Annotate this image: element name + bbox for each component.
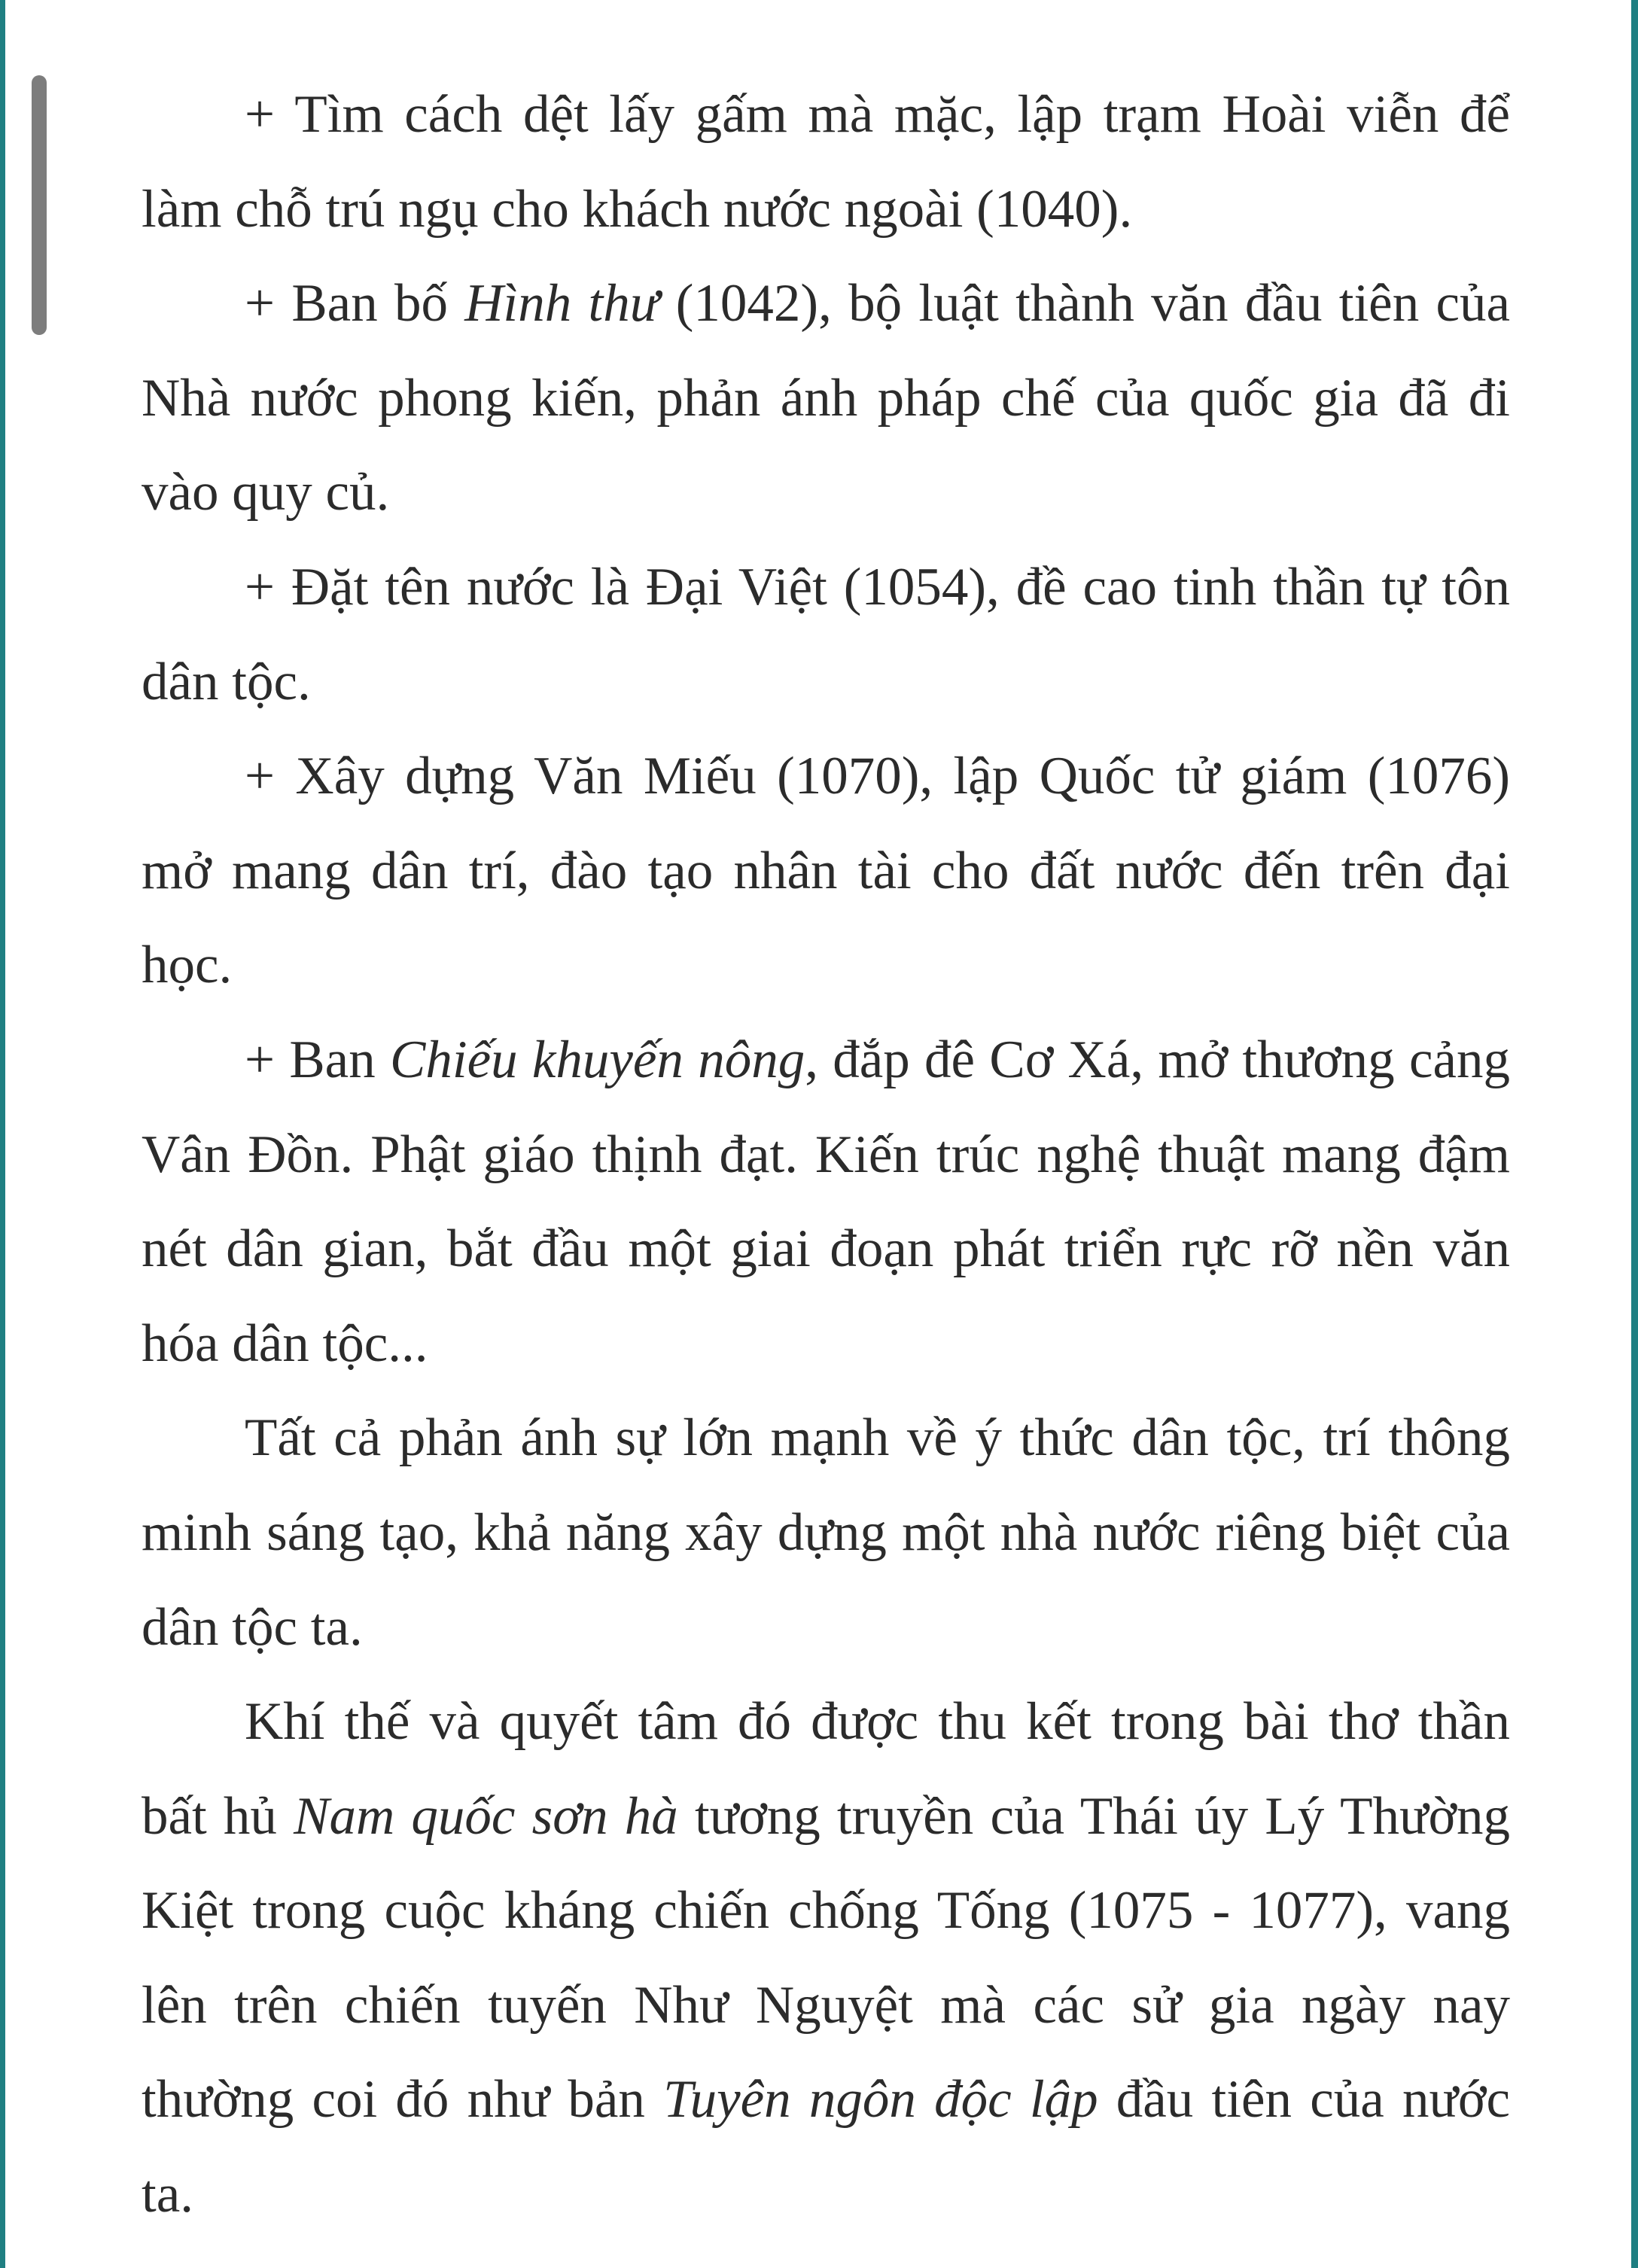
paragraph-3 <box>142 540 1510 729</box>
paragraph-5-text-b: , đắp đê Cơ Xá, mở thương cảng Vân Đồn. Phật giáo thịnh đạt. Kiến trúc nghệ thuật mang đậm nét dân gian, bắt đầu một giai đoạn phát triển rực rỡ nền văn hóa dân tộc... <box>142 1030 1510 1373</box>
paragraph-7 <box>142 1675 1510 2242</box>
paragraph-2-text-b: (1042), bộ luật thành văn đầu tiên của Nhà nước phong kiến, phản ánh pháp chế của quốc gia đã đi vào quy củ. <box>142 274 1510 522</box>
right-edge-bar <box>1631 0 1638 2268</box>
paragraph-2-text-a: + Ban bố <box>245 274 465 333</box>
paragraph-7-text-c: đầu tiên của nước ta. <box>142 2070 1510 2224</box>
paragraph-7-title-nam-quoc-son-ha: Nam quốc sơn hà <box>294 1786 678 1846</box>
paragraph-6-text: Tất cả phản ánh sự lớn mạnh về ý thức dân tộc, trí thông minh sáng tạo, khả năng xây dựng một nhà nước riêng biệt của dân tộc ta. <box>142 1408 1510 1657</box>
paragraph-2-title-hinh-thu: Hình thư <box>464 274 659 333</box>
paragraph-1 <box>142 68 1510 257</box>
reader-page <box>142 68 1510 2242</box>
paragraph-4-text: + Xây dựng Văn Miếu (1070), lập Quốc tử giám (1076) mở mang dân trí, đào tạo nhân tài cho đất nước đến trên đại học. <box>142 747 1510 995</box>
paragraph-5 <box>142 1013 1510 1391</box>
reading-scrollbar[interactable] <box>32 75 47 335</box>
paragraph-7-text-a: Khí thế và quyết tâm đó được thu kết trong bài thơ thần bất hủ <box>142 1692 1510 1846</box>
paragraph-6 <box>142 1391 1510 1675</box>
paragraph-5-title-chieu-khuyen-nong: Chiếu khuyến nông <box>390 1030 805 1089</box>
paragraph-4 <box>142 729 1510 1013</box>
paragraph-7-title-tuyen-ngon-doc-lap: Tuyên ngôn độc lập <box>663 2070 1098 2129</box>
paragraph-2 <box>142 257 1510 540</box>
paragraph-5-text-a: + Ban <box>245 1030 390 1089</box>
paragraph-3-text: + Đặt tên nước là Đại Việt (1054), đề cao tinh thần tự tôn dân tộc. <box>142 557 1510 711</box>
paragraph-7-text-b: tương truyền của Thái úy Lý Thường Kiệt trong cuộc kháng chiến chống Tống (1075 - 1077), vang lên trên chiến tuyến Như Nguyệt mà các sử gia ngày nay thường coi đó như bản <box>142 1786 1510 2129</box>
left-edge-bar <box>0 0 5 2268</box>
paragraph-1-text: + Tìm cách dệt lấy gấm mà mặc, lập trạm Hoài viễn để làm chỗ trú ngụ cho khách nước ngoài (1040). <box>142 85 1510 239</box>
